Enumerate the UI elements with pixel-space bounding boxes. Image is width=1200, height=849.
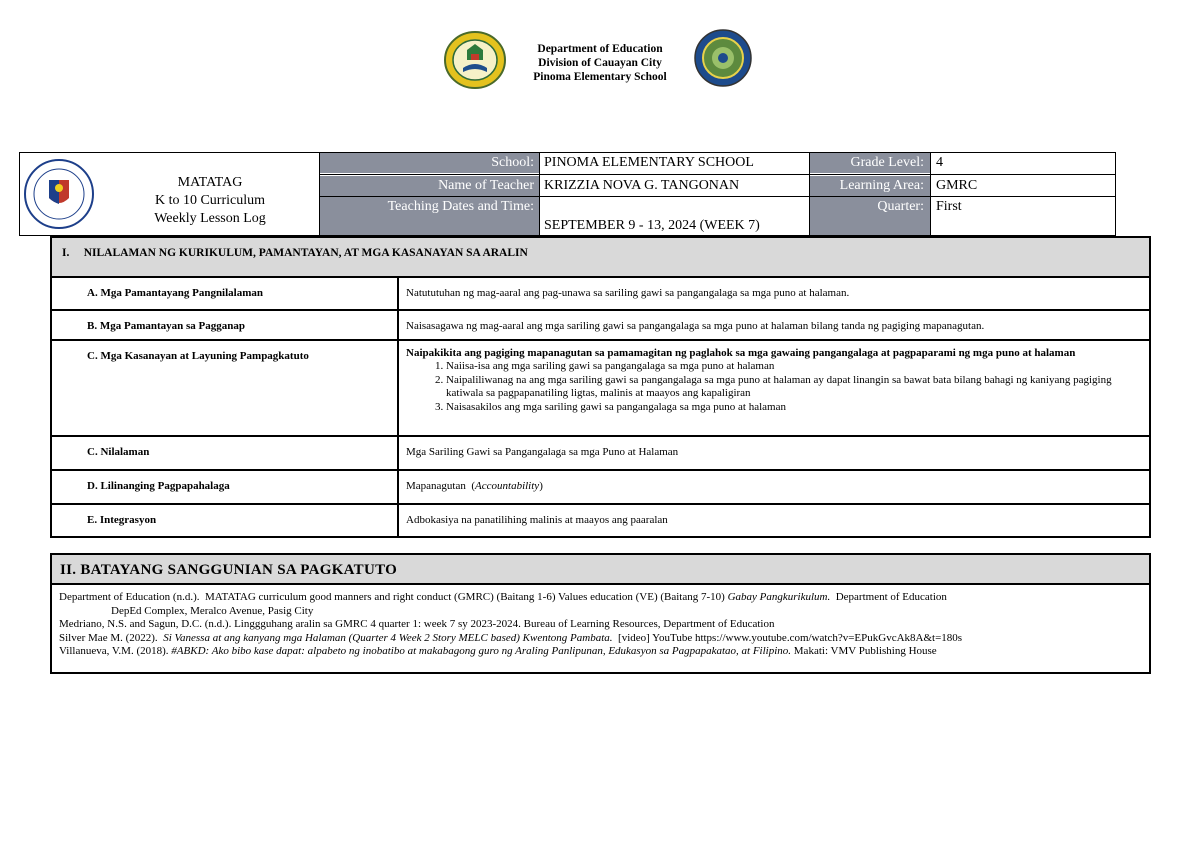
column-divider	[397, 311, 399, 339]
ref-text: Makati: VMV Publishing House	[791, 645, 937, 657]
learning-area-value: GMRC	[936, 178, 978, 193]
ref-text: [video] YouTube https://www.youtube.com/watch?v=EPukGvcAk8A&t=180s	[612, 631, 963, 644]
quarter-label-fill	[810, 217, 930, 235]
row-value: Natututuhan ng mag-aaral ang pag-unawa sa sariling gawi sa pangangalaga sa mga puno at halaman.	[406, 287, 850, 299]
grade-level-label: Grade Level:	[810, 153, 930, 173]
section-2-title: II. BATAYANG SANGGUNIAN SA PAGKATUTO	[60, 562, 398, 578]
row-key: E. Integrasyon	[87, 514, 157, 526]
teacher-value: KRIZZIA NOVA G. TANGONAN	[544, 178, 740, 193]
column-divider	[397, 471, 399, 503]
section-references	[50, 553, 1151, 674]
table-row	[52, 278, 1149, 311]
info-divider	[320, 174, 1115, 175]
dates-label: Teaching Dates and Time:	[320, 197, 540, 217]
column-divider	[397, 437, 399, 469]
teacher-label: Name of Teacher	[320, 176, 540, 196]
header-line-3: Pinoma Elementary School	[533, 71, 667, 83]
objective-summary: Naipakikita ang pagiging mapanagutan sa pamamagitan ng paglahok sa mga gawaing pangangalaga at pagpaparami ng mga puno at halaman	[406, 347, 1076, 359]
column-divider	[397, 341, 399, 435]
reference-item	[59, 645, 1144, 659]
grade-level-value: 4	[936, 155, 943, 170]
value-text: Mapanagutan (	[406, 480, 476, 492]
row-value: Adbokasiya na panatilihing malinis at maayos ang paaralan	[406, 514, 668, 526]
info-divider	[930, 153, 931, 235]
header-line-1: Department of Education	[537, 43, 663, 55]
reference-item: Medriano, N.S. and Sagun, D.C. (n.d.). Linggguhang aralin sa GMRC 4 quarter 1: week 7 sy 2023-2024. Bureau of Learning Resources, Department of Education	[59, 618, 775, 630]
table-row	[52, 341, 1149, 437]
table-row	[52, 505, 1149, 536]
lesson-log-title	[130, 174, 290, 228]
title-matatag: MATATAG	[177, 175, 243, 190]
table-row	[52, 437, 1149, 471]
row-value: Naisasagawa ng mag-aaral ang mga sariling gawi sa pangangalaga sa mga puno at halaman bilang tanda ng pagiging mapanagutan.	[406, 320, 985, 332]
info-divider	[539, 153, 540, 235]
row-key: D. Lilinanging Pagpapahalaga	[87, 480, 230, 492]
row-value	[406, 480, 1141, 493]
row-value: Mga Sariling Gawi sa Pangangalaga sa mga Puno at Halaman	[406, 446, 679, 458]
info-divider	[319, 153, 320, 235]
school-label: School:	[320, 153, 540, 173]
reference-item	[59, 591, 1144, 605]
header-line-2: Division of Cauayan City	[538, 57, 662, 69]
learning-area-label: Learning Area:	[810, 176, 930, 196]
dates-value: SEPTEMBER 9 - 13, 2024 (WEEK 7)	[544, 218, 760, 233]
ref-italic: Gabay Pangkurikulum.	[727, 591, 831, 603]
reference-item: DepEd Complex, Meralco Avenue, Pasig City	[111, 604, 314, 617]
list-item: 3. Naisasakilos ang mga sariling gawi sa pangangalaga sa mga puno at halaman	[446, 401, 1141, 414]
objectives-list	[406, 360, 1141, 414]
list-item: 1. Naiisa-isa ang mga sariling gawi sa pangangalaga sa mga puno at halaman	[446, 360, 1141, 373]
section-2-heading	[52, 555, 1149, 585]
division-seal-icon	[693, 28, 753, 88]
column-divider	[397, 505, 399, 536]
school-value: PINOMA ELEMENTARY SCHOOL	[544, 155, 754, 170]
reference-item	[59, 632, 1144, 646]
list-item: 2. Naipaliliwanag na ang mga sariling gawi sa pangangalaga sa mga puno at halaman ay dapat linangin sa bawat bata bilang bahagi ng kaniyang pagiging katiwala sa pagpapanatiling ligtas, malinis at maayos ang kapaligiran	[446, 374, 1141, 400]
ref-text: Department of Education	[830, 591, 947, 603]
lesson-info-table	[19, 152, 1116, 236]
title-curriculum: K to 10 Curriculum	[154, 193, 266, 208]
table-row	[52, 471, 1149, 505]
row-key: C. Mga Kasanayan at Layuning Pampagkatuto	[87, 350, 309, 362]
info-divider	[320, 196, 1115, 197]
ref-italic: Si Vanessa at ang kanyang mga Halaman (Quarter 4 Week 2 Story MELC based) Kwentong Pambata.	[163, 631, 613, 644]
row-key: C. Nilalaman	[87, 446, 150, 458]
reference-list	[59, 591, 1144, 659]
column-divider	[397, 278, 399, 309]
ref-italic: #ABKD: Ako bibo kase dapat: alpabeto ng inobatibo at makabagong guro ng Araling Panlipunan, Edukasyon sa Pagpapakatao, at Filipino.	[171, 645, 792, 657]
quarter-value: First	[936, 199, 962, 214]
ref-text: Silver Mae M. (2022).	[59, 631, 164, 644]
quarter-label: Quarter:	[810, 197, 930, 217]
section-1-heading	[52, 238, 1149, 278]
deped-seal-icon	[23, 158, 95, 230]
dates-label-fill	[320, 217, 540, 235]
info-divider	[809, 153, 810, 235]
ref-text: Department of Education (n.d.). MATATAG curriculum good manners and right conduct (GMRC) (Baitang 1-6) Values education (VE) (Baitang 7-10)	[59, 591, 728, 603]
title-weekly-log: Weekly Lesson Log	[154, 211, 266, 226]
table-row	[52, 311, 1149, 341]
section-curriculum-content	[50, 236, 1151, 538]
ref-text: Villanueva, V.M. (2018).	[59, 645, 172, 657]
value-close: )	[539, 480, 543, 492]
section-1-title: I. NILALAMAN NG KURIKULUM, PAMANTAYAN, AT MGA KASANAYAN SA ARALIN	[62, 247, 528, 259]
value-italic: Accountability	[475, 480, 540, 492]
header-text	[505, 42, 695, 84]
school-seal-icon	[443, 30, 507, 90]
row-value-objectives	[406, 347, 1141, 415]
row-key: A. Mga Pamantayang Pangnilalaman	[87, 287, 264, 299]
row-key: B. Mga Pamantayan sa Pagganap	[87, 320, 245, 332]
